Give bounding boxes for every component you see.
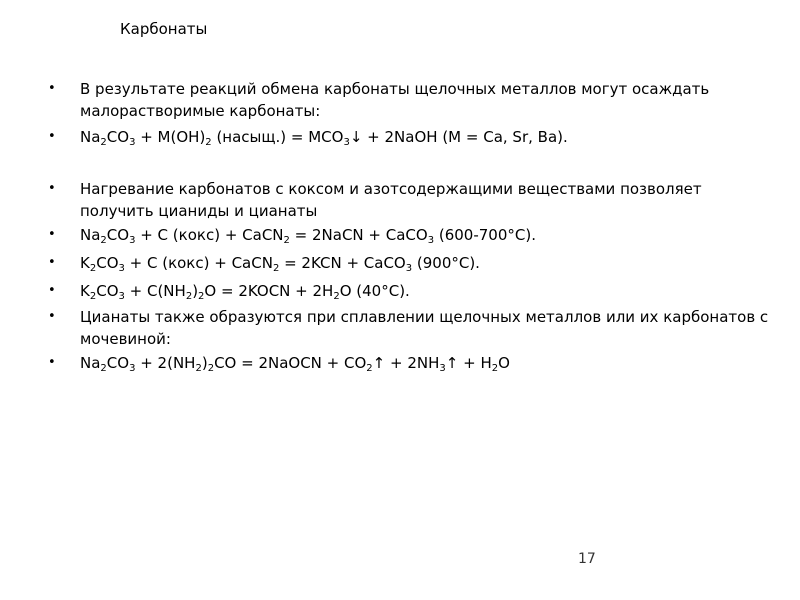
bullet-item [48, 352, 780, 374]
slide-title: Карбонаты [120, 20, 208, 38]
bullet-item [48, 306, 780, 350]
bullet-marker: • [48, 355, 56, 370]
bullet-item [48, 280, 780, 302]
bullet-marker: • [48, 227, 56, 242]
bullet-marker: • [48, 81, 56, 96]
bullet-text: $K_2CO_3 + C(NH_2)_2O$ = 2KOCN + $2H_2O$ (40°C). [80, 282, 410, 302]
bullet-item [48, 126, 780, 148]
bullet-text: Нагревание карбонатов с коксом и азотсодержащими веществами позволяет получить цианиды и цианаты [80, 180, 702, 220]
bullet-marker: • [48, 181, 56, 196]
bullet-item [48, 252, 780, 274]
bullet-item [48, 178, 780, 222]
bullet-text: $Na_2CO_3 + 2(NH_2)_2CO$ = 2NaOCN + $CO_2↑$ + $2NH_3↑ + H_2O$ [80, 354, 510, 374]
bullet-text: Цианаты также образуются при сплавлении щелочных металлов или их карбонатов с мочевиной: [80, 308, 769, 348]
bullet-marker: • [48, 255, 56, 270]
bullet-text: $K_2CO_3 + C$ (кокс) + CaCN$_2$ = 2KCN + CaCO$_3$ (900°C). [80, 254, 480, 274]
bullet-text: В результате реакций обмена карбонаты щелочных металлов могут осаждать малорастворимые карбонаты: [80, 80, 710, 120]
bullet-item [48, 78, 780, 122]
bullet-marker: • [48, 309, 56, 324]
bullet-text: $Na_2CO_3 + C$ (кокс) + CaCN$_2$ = 2NaCN + CaCO$_3$ (600-700°C). [80, 226, 536, 246]
bullet-item [48, 224, 780, 246]
bullet-text: $Na_2CO_3 + M(OH)_2$ (насыщ.) = $MCO_3↓$ + 2NaOH (M = Ca, Sr, Ba). [80, 128, 568, 148]
page-number: 17 [578, 551, 596, 567]
bullet-marker: • [48, 129, 56, 144]
bullet-marker: • [48, 283, 56, 298]
